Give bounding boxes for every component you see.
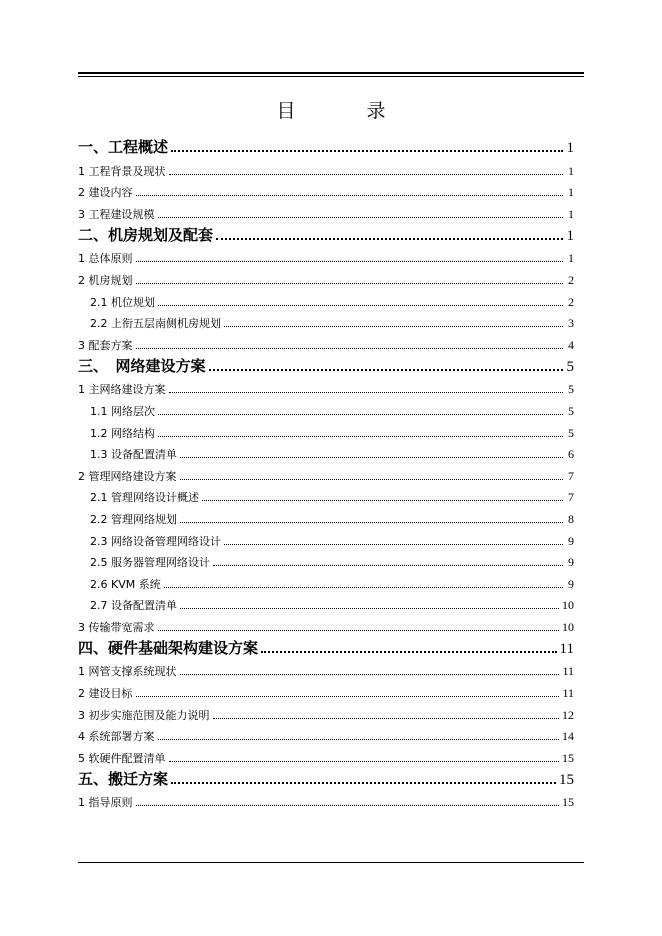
dot-leader xyxy=(224,544,563,545)
dot-leader xyxy=(202,500,563,501)
toc-entry-page-number: 10 xyxy=(562,619,574,634)
toc-entry-page-number: 12 xyxy=(562,707,574,722)
toc-section-entry[interactable] xyxy=(78,397,574,419)
dot-leader xyxy=(136,261,564,262)
toc-entry-page-number: 5 xyxy=(568,425,574,440)
dot-leader xyxy=(169,392,564,393)
toc-entry-label: 3 初步实施范围及能力说明 xyxy=(78,708,210,722)
toc-entry-page-number: 1 xyxy=(566,140,574,156)
toc-entry-label: 四、硬件基础架构建设方案 xyxy=(78,638,259,657)
toc-section-entry[interactable] xyxy=(78,157,574,179)
toc-entry-label: 4 系统部署方案 xyxy=(78,730,155,744)
footer-rule xyxy=(78,862,584,863)
toc-entry-label: 1.1 网络层次 xyxy=(90,404,155,418)
dot-leader xyxy=(180,608,559,609)
toc-entry-page-number: 11 xyxy=(562,686,574,701)
toc-section-entry[interactable] xyxy=(78,744,574,766)
toc-section-entry[interactable] xyxy=(78,441,574,463)
dot-leader xyxy=(224,326,563,327)
toc-section-entry[interactable] xyxy=(78,331,574,353)
toc-section-entry[interactable] xyxy=(78,701,574,723)
dot-leader xyxy=(169,174,564,175)
toc-entry-page-number: 4 xyxy=(568,337,574,352)
toc-entry-label: 2.1 机位规划 xyxy=(90,295,155,309)
toc-section-entry[interactable] xyxy=(78,789,574,811)
toc-entry-page-number: 15 xyxy=(562,750,574,765)
toc-entry-label: 5 软硬件配置清单 xyxy=(78,751,166,765)
toc-section-entry[interactable] xyxy=(78,570,574,592)
toc-entry-label: 1 主网络建设方案 xyxy=(78,383,166,397)
dot-leader xyxy=(136,805,560,806)
dot-leader xyxy=(261,651,557,653)
toc-entry-page-number: 9 xyxy=(568,576,574,591)
toc-entry-page-number: 9 xyxy=(568,555,574,570)
dot-leader xyxy=(171,150,563,152)
toc-entry-label: 1.2 网络结构 xyxy=(90,426,155,440)
dot-leader xyxy=(209,369,563,371)
dot-leader xyxy=(213,565,563,566)
toc-section-entry[interactable] xyxy=(78,376,574,398)
toc-section-entry[interactable] xyxy=(78,288,574,310)
toc-entry-page-number: 5 xyxy=(568,382,574,397)
toc-chapter-entry[interactable] xyxy=(78,222,574,245)
toc-entry-label: 2 机房规划 xyxy=(78,273,133,287)
dot-leader xyxy=(213,718,560,719)
dot-leader xyxy=(180,522,563,523)
header-rule xyxy=(78,72,584,74)
toc-entry-label: 3 配套方案 xyxy=(78,338,133,352)
toc-entry-page-number: 2 xyxy=(568,272,574,287)
dot-leader xyxy=(180,674,560,675)
toc-entry-page-number: 1 xyxy=(568,185,574,200)
toc-section-entry[interactable] xyxy=(78,723,574,745)
toc-entry-page-number: 6 xyxy=(568,447,574,462)
toc-entry-page-number: 15 xyxy=(562,795,574,810)
toc-entry-page-number: 1 xyxy=(568,251,574,266)
toc-entry-label: 1.3 设备配置清单 xyxy=(90,448,177,462)
toc-entry-label: 2.2 管理网络规划 xyxy=(90,512,177,526)
toc-chapter-entry[interactable] xyxy=(78,353,574,376)
toc-entry-page-number: 5 xyxy=(566,358,574,375)
toc-entry-page-number: 1 xyxy=(566,227,574,244)
dot-leader xyxy=(158,217,564,218)
toc-entry-label: 2.6 KVM 系统 xyxy=(90,577,161,591)
toc-section-entry[interactable] xyxy=(78,179,574,201)
toc-entry-label: 一、工程概述 xyxy=(78,138,169,156)
toc-section-entry[interactable] xyxy=(78,613,574,635)
toc-entry-label: 2 管理网络建设方案 xyxy=(78,469,177,483)
dot-leader xyxy=(136,283,564,284)
toc-entry-page-number: 1 xyxy=(568,163,574,178)
dot-leader xyxy=(158,414,563,415)
toc-entry-page-number: 2 xyxy=(568,294,574,309)
toc-entry-page-number: 11 xyxy=(562,664,574,679)
toc-entry-page-number: 15 xyxy=(559,771,574,788)
toc-section-entry[interactable] xyxy=(78,462,574,484)
toc-entry-label: 1 网管支撑系统现状 xyxy=(78,665,177,679)
toc-entry-label: 2.1 管理网络设计概述 xyxy=(90,491,199,505)
toc-section-entry[interactable] xyxy=(78,549,574,571)
dot-leader xyxy=(180,479,564,480)
dot-leader xyxy=(158,436,563,437)
toc-entry-label: 2.7 设备配置清单 xyxy=(90,599,177,613)
toc-section-entry[interactable] xyxy=(78,592,574,614)
toc-entry-page-number: 5 xyxy=(568,403,574,418)
header-rule-thin xyxy=(78,76,584,77)
toc-entry-page-number: 1 xyxy=(568,206,574,221)
dot-leader xyxy=(136,348,564,349)
toc-section-entry[interactable] xyxy=(78,527,574,549)
dot-leader xyxy=(169,761,560,762)
toc-entry-label: 2 建设内容 xyxy=(78,186,133,200)
toc-entry-page-number: 7 xyxy=(568,490,574,505)
toc-entry-page-number: 9 xyxy=(568,533,574,548)
toc-entry-page-number: 11 xyxy=(559,640,574,657)
dot-leader xyxy=(216,238,563,240)
dot-leader xyxy=(136,696,560,697)
toc-entry-page-number: 10 xyxy=(562,598,574,613)
toc-section-entry[interactable] xyxy=(78,679,574,701)
dot-leader xyxy=(158,739,560,740)
toc-entry-label: 2 建设目标 xyxy=(78,687,133,701)
table-of-contents xyxy=(78,134,574,810)
toc-chapter-entry[interactable] xyxy=(78,134,574,157)
toc-section-entry[interactable] xyxy=(78,266,574,288)
dot-leader xyxy=(158,630,560,631)
toc-entry-page-number: 7 xyxy=(568,468,574,483)
toc-entry-label: 二、机房规划及配套 xyxy=(78,225,214,244)
dot-leader xyxy=(164,587,563,588)
toc-entry-label: 1 工程背景及现状 xyxy=(78,164,166,178)
toc-entry-label: 2.3 网络设备管理网络设计 xyxy=(90,534,221,548)
dot-leader xyxy=(171,782,556,784)
toc-section-entry[interactable] xyxy=(78,245,574,267)
toc-entry-page-number: 14 xyxy=(562,729,574,744)
toc-section-entry[interactable] xyxy=(78,419,574,441)
toc-entry-label: 五、搬迁方案 xyxy=(78,769,169,788)
toc-section-entry[interactable] xyxy=(78,505,574,527)
dot-leader xyxy=(180,457,563,458)
toc-entry-label: 2.2 上衔五层南侧机房规划 xyxy=(90,317,221,331)
toc-entry-label: 三、 网络建设方案 xyxy=(78,356,206,375)
toc-section-entry[interactable] xyxy=(78,484,574,506)
toc-section-entry[interactable] xyxy=(78,658,574,680)
toc-entry-page-number: 3 xyxy=(568,316,574,331)
toc-entry-label: 3 工程建设规模 xyxy=(78,207,155,221)
dot-leader xyxy=(158,305,563,306)
dot-leader xyxy=(136,195,564,196)
toc-chapter-entry[interactable] xyxy=(78,766,574,789)
toc-chapter-entry[interactable] xyxy=(78,635,574,658)
toc-entry-label: 1 总体原则 xyxy=(78,252,133,266)
toc-entry-label: 3 传输带宽需求 xyxy=(78,620,155,634)
toc-entry-page-number: 8 xyxy=(568,511,574,526)
toc-title: 目 录 xyxy=(276,100,412,122)
toc-section-entry[interactable] xyxy=(78,200,574,222)
toc-section-entry[interactable] xyxy=(78,310,574,332)
toc-entry-label: 2.5 服务器管理网络设计 xyxy=(90,556,210,570)
toc-entry-label: 1 指导原则 xyxy=(78,796,133,810)
